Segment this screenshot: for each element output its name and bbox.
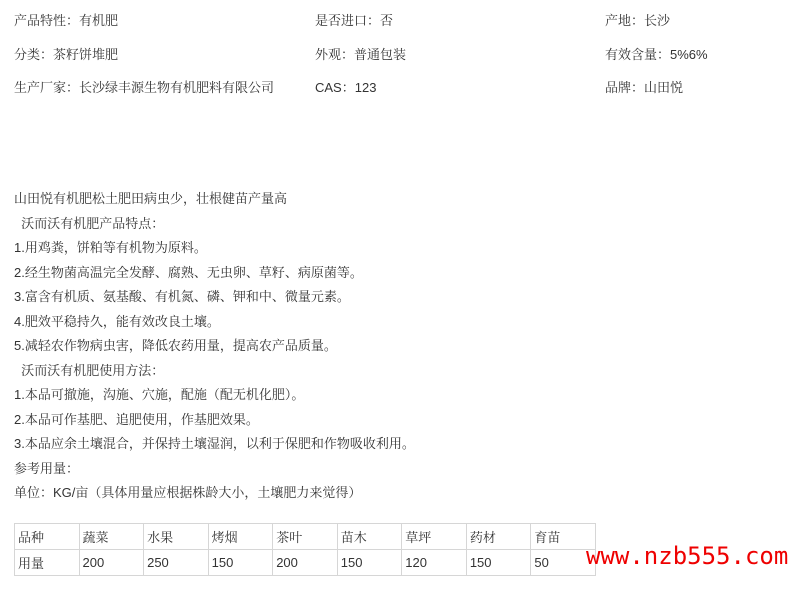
dosage-header-cell: 茶叶 <box>273 524 338 550</box>
attribute-label: 有效含量： <box>605 46 671 62</box>
dosage-table-value-row <box>15 550 596 576</box>
dosage-value-cell: 150 <box>337 550 402 576</box>
dosage-value-cell: 200 <box>79 550 144 576</box>
description-line: 1.本品可撤施，沟施、穴施，配施（配无机化肥）。 <box>14 387 305 402</box>
dosage-header-cell: 苗木 <box>337 524 402 550</box>
attribute-effective-content <box>605 45 796 65</box>
dosage-header-cell: 烤烟 <box>208 524 273 550</box>
attribute-label: CAS： <box>315 80 355 95</box>
dosage-table <box>14 523 596 576</box>
description-line: 2.本品可作基肥、追肥使用，作基肥效果。 <box>14 411 259 427</box>
attribute-value: 5%6% <box>670 46 708 62</box>
attribute-product-feature <box>14 11 315 31</box>
attribute-manufacturer <box>14 78 315 98</box>
description-line: 单位：KG/亩（具体用量应根据株龄大小，土壤肥力来觉得） <box>14 485 362 500</box>
attribute-label: 产地： <box>605 13 645 28</box>
dosage-value-cell: 250 <box>144 550 209 576</box>
dosage-header-cell: 蔬菜 <box>79 524 144 550</box>
dosage-value-cell: 150 <box>466 550 531 576</box>
dosage-header-cell: 品种 <box>15 524 80 550</box>
attribute-value: 否 <box>380 13 394 28</box>
attribute-category <box>14 45 315 65</box>
attribute-imported <box>315 11 605 31</box>
dosage-header-cell: 药材 <box>466 524 531 550</box>
dosage-value-cell: 150 <box>208 550 273 576</box>
description-line: 4.肥效平稳持久，能有效改良土壤。 <box>14 313 220 329</box>
attribute-label: 生产厂家： <box>14 80 80 95</box>
attribute-value: 茶籽饼堆肥 <box>53 46 119 62</box>
description-line: 1.用鸡粪，饼粕等有机物为原料。 <box>14 240 207 255</box>
attribute-value: 普通包装 <box>354 46 407 62</box>
attribute-label: 是否进口： <box>315 13 381 28</box>
attribute-appearance <box>315 45 605 65</box>
attribute-value: 123 <box>354 80 377 95</box>
attribute-label: 品牌： <box>605 80 645 95</box>
attribute-cas <box>315 78 605 98</box>
dosage-header-cell: 水果 <box>144 524 209 550</box>
attribute-origin <box>605 11 796 31</box>
dosage-header-cell: 育苗 <box>531 524 596 550</box>
dosage-value-cell: 200 <box>273 550 338 576</box>
product-description <box>14 187 415 506</box>
description-line: 3.富含有机质、氨基酸、有机氮、磷、钾和中、微量元素。 <box>14 289 350 304</box>
dosage-value-cell: 用量 <box>15 550 80 576</box>
description-line: 沃而沃有机肥产品特点： <box>14 215 165 231</box>
attribute-brand <box>605 78 796 98</box>
site-watermark: www.nzb555.com <box>586 542 789 570</box>
attribute-value: 长沙 <box>644 13 671 28</box>
dosage-value-cell: 120 <box>402 550 467 576</box>
dosage-table-header-row <box>15 524 596 550</box>
dosage-value-cell: 50 <box>531 550 596 576</box>
description-line: 2.经生物菌高温完全发酵、腐熟、无虫卵、草籽、病原菌等。 <box>14 264 363 280</box>
attribute-label: 产品特性： <box>14 13 80 28</box>
dosage-header-cell: 草坪 <box>402 524 467 550</box>
attribute-value: 山田悦 <box>644 80 684 95</box>
attribute-label: 外观： <box>315 46 355 62</box>
description-line: 沃而沃有机肥使用方法： <box>14 362 165 378</box>
description-line: 参考用量： <box>14 460 80 476</box>
attribute-label: 分类： <box>14 46 54 62</box>
description-line: 5.减轻农作物病虫害，降低农药用量，提高农产品质量。 <box>14 338 337 353</box>
description-line: 山田悦有机肥松土肥田病虫少，壮根健苗产量高 <box>14 191 288 206</box>
product-attributes-grid <box>14 11 796 112</box>
attribute-value: 长沙绿丰源生物有机肥料有限公司 <box>79 80 275 95</box>
description-line: 3.本品应余土壤混合，并保持土壤湿润，以利于保肥和作物吸收利用。 <box>14 436 415 451</box>
attribute-value: 有机肥 <box>79 13 119 28</box>
